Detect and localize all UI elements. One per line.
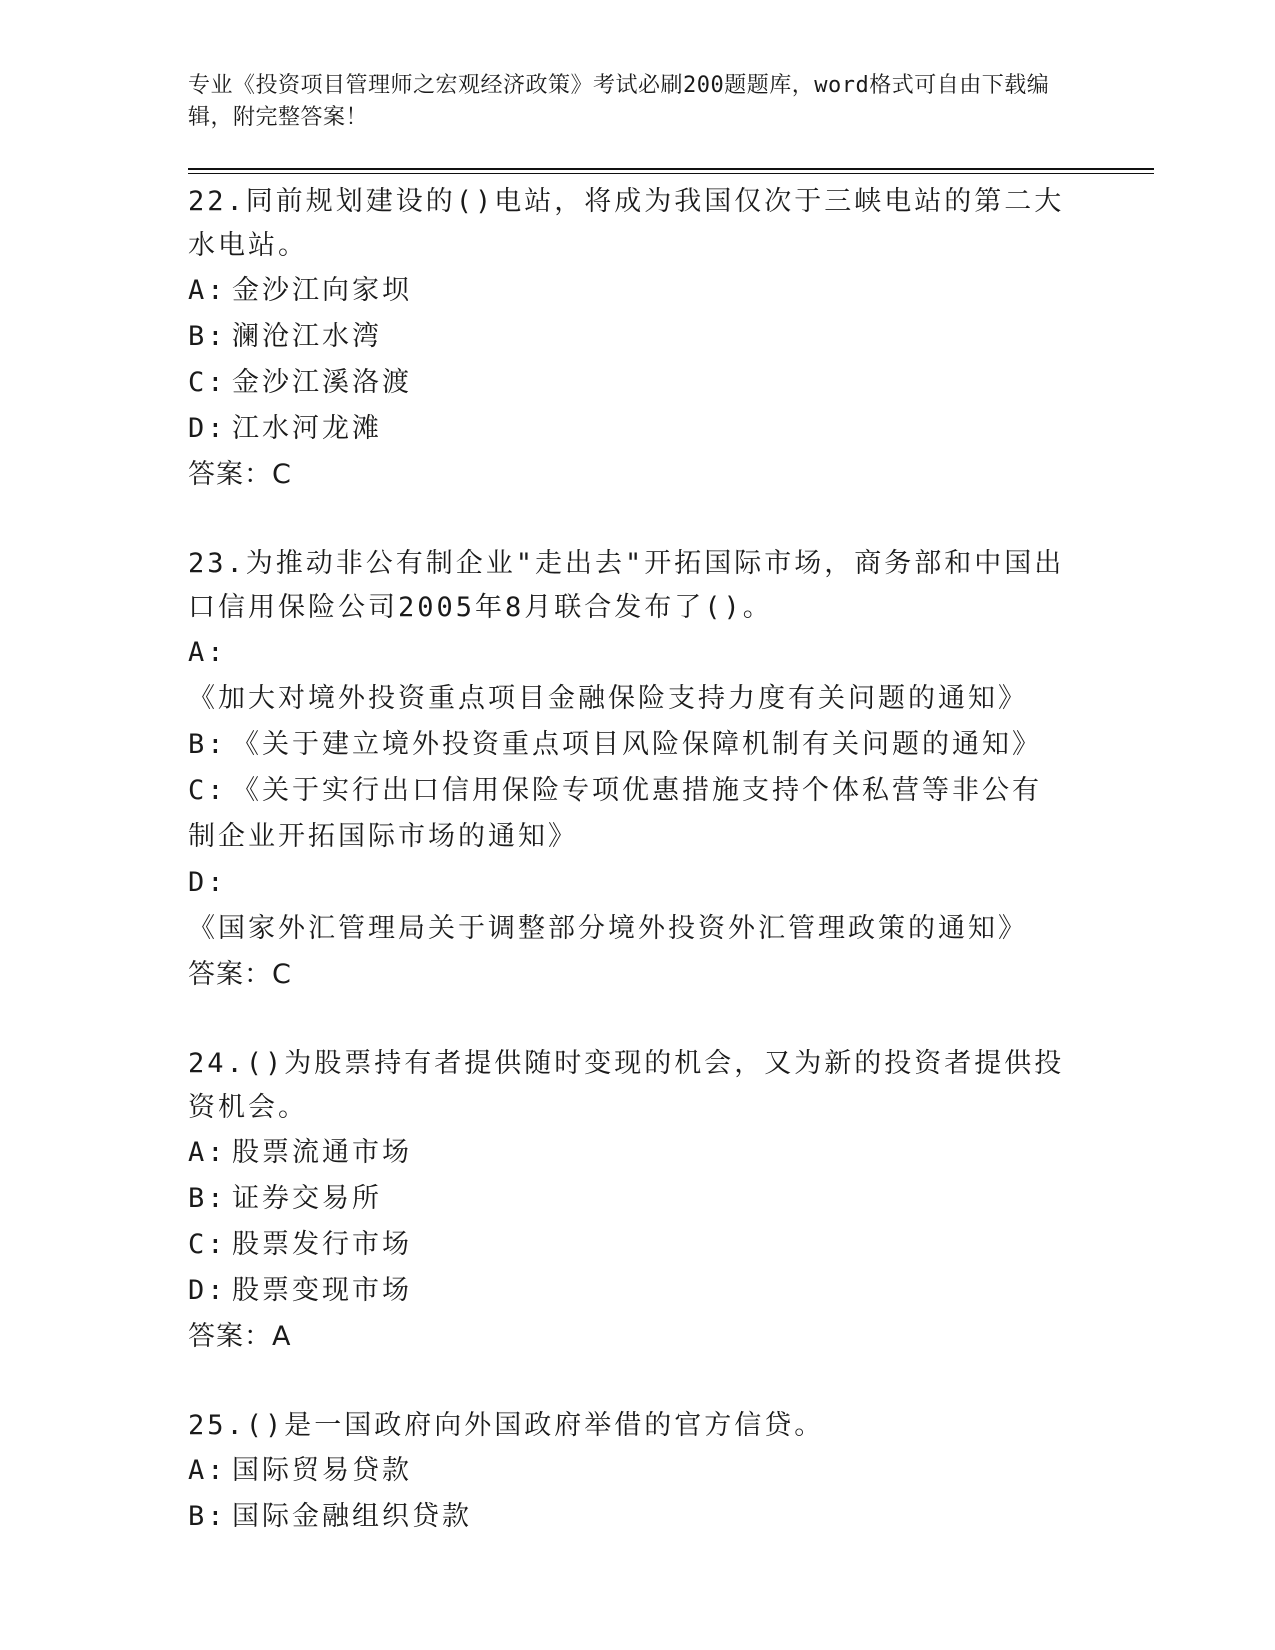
option-text: 江水河龙滩 [232, 413, 382, 444]
question-text: 24.()为股票持有者提供随时变现的机会，又为新的投资者提供投资机会。 [188, 1048, 1065, 1123]
option-a [188, 630, 1068, 722]
option-c [188, 360, 1068, 406]
option-letter: A: [188, 275, 227, 306]
option-letter: C: [188, 775, 227, 806]
option-letter: A: [188, 1455, 227, 1486]
option-text: 《关于实行出口信用保险专项优惠措施支持个体私营等非公有制企业开拓国际市场的通知》 [188, 775, 1042, 852]
option-letter: D: [188, 413, 227, 444]
question-item [188, 180, 1068, 498]
answer-text: 答案：A [188, 1321, 292, 1352]
question-item [188, 542, 1068, 998]
option-d [188, 406, 1068, 452]
option-a [188, 1130, 1068, 1176]
option-letter: C: [188, 1229, 227, 1260]
option-letter: B: [188, 1501, 227, 1532]
option-letter: A: [188, 637, 227, 668]
option-c [188, 768, 1068, 860]
option-letter: A: [188, 1137, 227, 1168]
option-text: 《加大对境外投资重点项目金融保险支持力度有关问题的通知》 [188, 683, 1028, 714]
option-text: 股票发行市场 [232, 1229, 412, 1260]
option-text: 《关于建立境外投资重点项目风险保障机制有关问题的通知》 [232, 729, 1042, 760]
answer-text: 答案：C [188, 459, 292, 490]
option-b [188, 1176, 1068, 1222]
option-b [188, 1494, 1068, 1540]
option-text: 股票变现市场 [232, 1275, 412, 1306]
option-d [188, 860, 1068, 952]
option-letter: D: [188, 867, 227, 898]
option-d [188, 1268, 1068, 1314]
question-text: 25.()是一国政府向外国政府举借的官方信贷。 [188, 1410, 825, 1441]
option-a [188, 1448, 1068, 1494]
option-text: 金沙江向家坝 [232, 275, 412, 306]
option-b [188, 314, 1068, 360]
question-list [188, 180, 1068, 1540]
option-letter: C: [188, 367, 227, 398]
option-letter: D: [188, 1275, 227, 1306]
question-item [188, 1404, 1068, 1540]
option-text: 股票流通市场 [232, 1137, 412, 1168]
question-text: 22.同前规划建设的()电站，将成为我国仅次于三峡电站的第二大水电站。 [188, 186, 1065, 261]
document-header: 专业《投资项目管理师之宏观经济政策》考试必刷200题题库，word格式可自由下载编辑，附完整答案！ [188, 73, 1050, 130]
option-c [188, 1222, 1068, 1268]
answer-text: 答案：C [188, 959, 292, 990]
option-text: 金沙江溪洛渡 [232, 367, 412, 398]
option-text: 国际金融组织贷款 [232, 1501, 472, 1532]
question-text: 23.为推动非公有制企业"走出去"开拓国际市场，商务部和中国出口信用保险公司2005年8月联合发布了()。 [188, 548, 1065, 623]
header-divider [188, 168, 1154, 174]
option-a [188, 268, 1068, 314]
option-text: 国际贸易贷款 [232, 1455, 412, 1486]
option-letter: B: [188, 729, 227, 760]
option-b [188, 722, 1068, 768]
option-letter: B: [188, 321, 227, 352]
option-letter: B: [188, 1183, 227, 1214]
option-text: 证券交易所 [232, 1183, 382, 1214]
option-text: 《国家外汇管理局关于调整部分境外投资外汇管理政策的通知》 [188, 913, 1028, 944]
option-text: 澜沧江水湾 [232, 321, 382, 352]
document-page [188, 70, 1154, 1584]
question-item [188, 1042, 1068, 1360]
